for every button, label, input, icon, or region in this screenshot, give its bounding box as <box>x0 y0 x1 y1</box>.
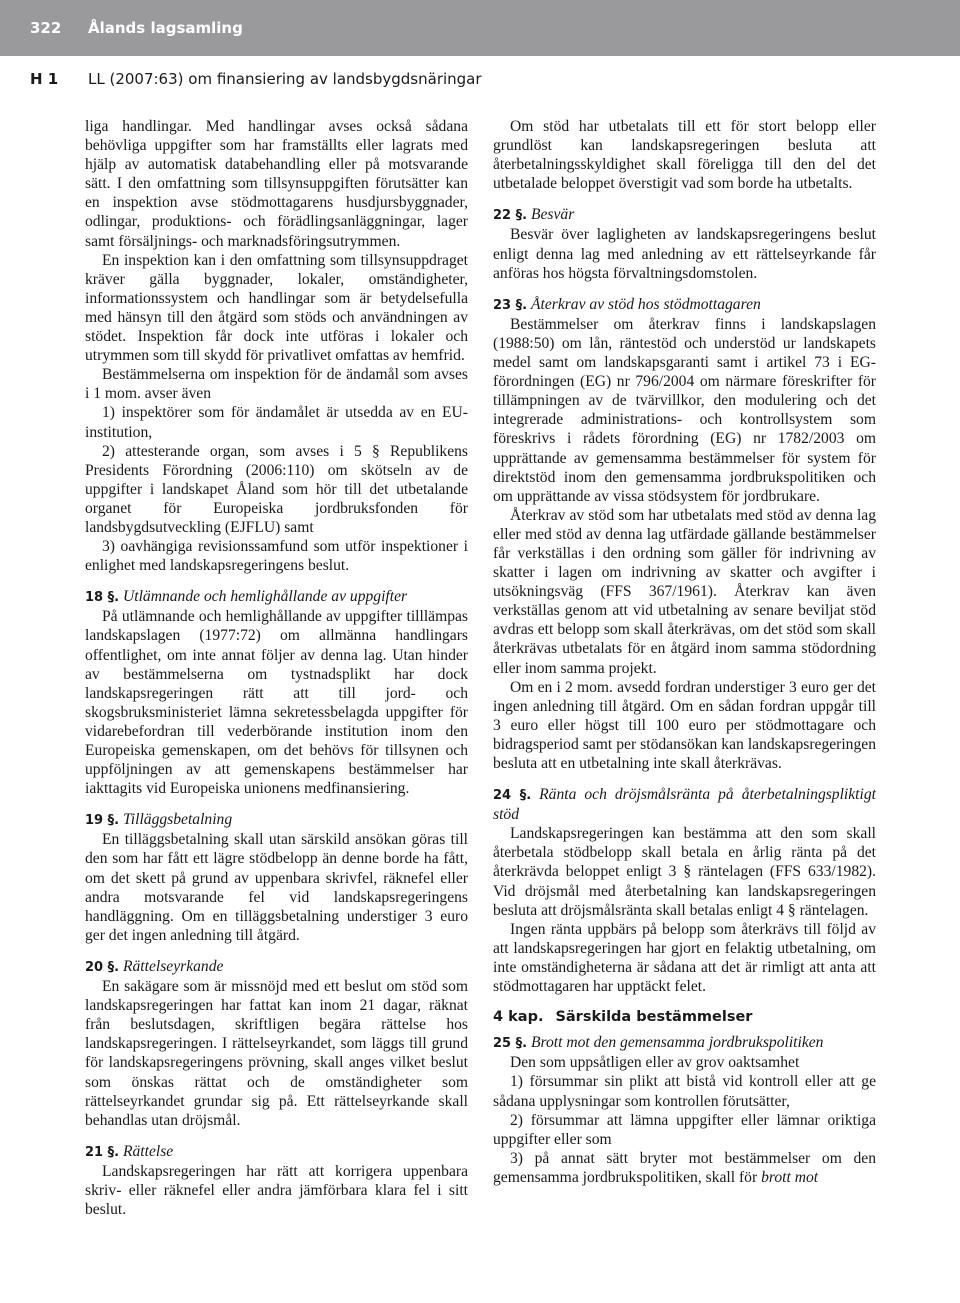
section-heading-18 <box>85 587 468 607</box>
section-title: Utlämnande och hemlighållande av uppgifter <box>122 588 408 606</box>
section-title: Ränta och dröjsmålsränta på återbetalningspliktigt stöd <box>493 786 876 824</box>
section-number: 18 §. <box>85 590 120 606</box>
section-title: Rättelse <box>122 1142 174 1160</box>
section-number: 19 §. <box>85 813 120 829</box>
section-title: Brott mot den gemensamma jordbrukspolitiken <box>530 1034 824 1052</box>
section-title: Rättelseyrkande <box>122 957 224 975</box>
section-heading-25 <box>493 1033 876 1053</box>
section-number: 24 §. <box>493 788 532 804</box>
section-number: 25 §. <box>493 1036 528 1052</box>
page-number: 322 <box>30 19 62 37</box>
left-column <box>85 117 468 1219</box>
chapter-title: Särskilda bestämmelser <box>555 1009 753 1026</box>
paragraph: Landskapsregeringen har rätt att korrigera uppenbara skriv- eller räknefel eller andra jämförbara klara fel i sitt beslut. <box>85 1162 468 1219</box>
section-number: 20 §. <box>85 959 120 975</box>
section-title: Återkrav av stöd hos stödmottagaren <box>530 295 761 313</box>
paragraph-italic-text: brott mot <box>761 1168 819 1186</box>
running-header <box>0 0 960 56</box>
paragraph: Ingen ränta uppbärs på belopp som återkrävs till följd av att landskapsregeringen har gjort en felaktig utbetalning, om inte omständigheterna är sådana att det är rimligt att anta att stödmottagaren har upptäckt felet. <box>493 920 876 996</box>
paragraph: På utlämnande och hemlighållande av uppgifter tilllämpas landskapslagen (1977:72) om allmänna handlingars offentlighet, om inte annat följer av denna lag. Utan hinder av bestämmelserna om tystnadsplikt har dock landskapsregeringen rätt att till jord- och skogsbruksministeriet lämna sekretessbelagda uppgifter för vidarebefordran till vederbörande institution inom den Europeiska gemenskapen, om det behövs för tillsynen och uppföljningen av att gemenskapens bestämmelser har iakttagits vid Europeiska unionens medfinansiering. <box>85 608 468 798</box>
section-heading-24 <box>493 785 876 824</box>
paragraph: Landskapsregeringen kan bestämma att den som skall återbetala stödbelopp skall betala en årlig ränta på det återkrävda beloppet enligt 3 § räntelagen (FFS 633/1982). Vid dröjsmål med återbetalning kan landskapsregeringen besluta att dröjsmålsränta skall betalas enligt 4 § räntelagen. <box>493 825 876 919</box>
paragraph: liga handlingar. Med handlingar avses också sådana behövliga uppgifter som har framställts eller lagrats med hjälp av automatisk databehandling eller på motsvarande sätt. I den omfattning som tillsynsuppgiften förutsätter kan en inspektion avse stödmottagarens husdjursbyggnader, odlingar, produktions- och förädlingsanläggningar, lager samt försäljnings- och marknadsföringsutrymmen. <box>85 118 468 250</box>
paragraph: 1) försummar sin plikt att bistå vid kontroll eller att ge sådana upplysningar som kontrollen förutsätter, <box>493 1073 876 1110</box>
paragraph: En inspektion kan i den omfattning som tillsynsuppdraget kräver gälla byggnader, lokaler, omständigheter, informationssystem och handlingar som är betydelsefulla med hänsyn till den åtgärd som stöds och användningen av stödet. Inspektion får dock inte utföras i lokaler och utrymmen som till skydd för privatlivet omfattas av hemfrid. <box>85 251 468 365</box>
section-title: Besvär <box>530 206 575 224</box>
book-title: Ålands lagsamling <box>88 19 243 37</box>
paragraph: Återkrav av stöd som har utbetalats med stöd av denna lag eller med stöd av denna lag utfärdade gällande bestämmelser får verkställas i den ordning som gäller för indrivning av skatter i lagen om indrivning av skatter och avgifter i utsökningsväg (FFS 367/1961). Återkrav kan även verkställas genom att vid utbetalning av senare beviljat stöd avdras ett belopp som skall återkrävas, om det stöd som skall återkrävas utbetalats för en åtgärd inom samma stödordning eller inom samma projekt. <box>493 506 876 677</box>
paragraph: Om stöd har utbetalats till ett för stort belopp eller grundlöst kan landskapsregeringen besluta att återbetalningsskyldighet skall föreligga till den del det utbetalade beloppet överstigit vad som borde ha utbetalts. <box>493 118 876 193</box>
section-number: 21 §. <box>85 1144 120 1160</box>
section-heading-23 <box>493 295 876 315</box>
section-heading-19 <box>85 810 468 830</box>
paragraph-text: 3) på annat sätt bryter mot bestämmelser om den gemensamma jordbrukspolitiken, skall för <box>493 1149 876 1186</box>
section-heading-22 <box>493 205 876 225</box>
paragraph: En sakägare som är missnöjd med ett beslut om stöd som landskapsregeringen har fattat kan inom 21 dagar, räknat från beslutsdagen, skriftligen begära rättelse hos landskapsregeringen. I rättelseyrkandet, som läggs till grund för landskapsregeringens prövning, skall anges vilket beslut som önskas rättat och de omständigheter som rättelseyrkandet grundar sig på. Ett rättelseyrkande skall behandlas utan dröjsmål. <box>85 978 468 1129</box>
section-title: Tilläggsbetalning <box>122 811 233 829</box>
section-number: 23 §. <box>493 297 528 313</box>
section-heading-20 <box>85 957 468 977</box>
paragraph: 2) attesterande organ, som avses i 5 § Republikens Presidents Förordning (2006:110) om skötseln av de uppgifter i landskapet Åland som hör till det utbetalande organet för Europeiska jordbruksfonden för landsbygdsutveckling (EJFLU) samt <box>85 442 468 536</box>
paragraph: 2) försummar att lämna uppgifter eller lämnar oriktiga uppgifter eller som <box>493 1111 876 1148</box>
chapter-heading <box>493 1008 876 1027</box>
paragraph: 3) oavhängiga revisionssamfund som utför inspektioner i enlighet med landskapsregeringens beslut. <box>85 538 468 575</box>
chapter-number: 4 kap. <box>493 1009 544 1026</box>
paragraph: 1) inspektörer som för ändamålet är utsedda av en EU-institution, <box>85 404 468 441</box>
section-heading-21 <box>85 1142 468 1162</box>
right-column <box>493 117 876 1187</box>
paragraph: Bestämmelserna om inspektion för de ändamål som avses i 1 mom. avser även <box>85 366 468 403</box>
paragraph: En tilläggsbetalning skall utan särskild ansökan göras till den som har fått ett lägre stödbelopp än denne borde ha fått, om det skett på grund av uppenbara skrivfel, räknefel eller andra motsvarande fel vid landskapsregeringens handläggning. Om en tilläggsbetalning understiger 3 euro ger det ingen anledning till åtgärd. <box>85 831 468 944</box>
law-title: LL (2007:63) om finansiering av landsbygdsnäringar <box>88 70 482 88</box>
paragraph: Besvär över lagligheten av landskapsregeringens beslut enligt denna lag med anledning av ett rättelseyrkande får anföras hos högsta förvaltningsdomstolen. <box>493 226 876 282</box>
section-code: H 1 <box>30 70 59 88</box>
paragraph: Bestämmelser om återkrav finns i landskapslagen (1988:50) om lån, räntestöd och understöd ur landskapets medel samt om landskapsgaranti samt i artikel 73 i EG-förordningen (EG) nr 796/2004 om närmare föreskrifter för tillämpningen av de tvärvillkor, den modulering och det integrerade administrations- och kontrollsystem som föreskrivs i rådets förordning (EG) nr 1782/2003 om upprättande av gemensamma bestämmelser för system för direktstöd inom den gemensamma jordbrukspolitiken och om upprättande av vissa stödsystem för jordbrukare. <box>493 315 876 505</box>
paragraph: Om en i 2 mom. avsedd fordran understiger 3 euro ger det ingen anledning till åtgärd. Om en sådan fordran uppgår till 3 euro eller högst till 100 euro per stödmottagare och bidragsperiod samt per stödansökan kan landskapsregeringen besluta att en utbetalning inte skall återkrävas. <box>493 678 876 772</box>
paragraph <box>493 1149 876 1187</box>
section-number: 22 §. <box>493 208 528 224</box>
paragraph: Den som uppsåtligen eller av grov oaktsamhet <box>510 1054 800 1072</box>
